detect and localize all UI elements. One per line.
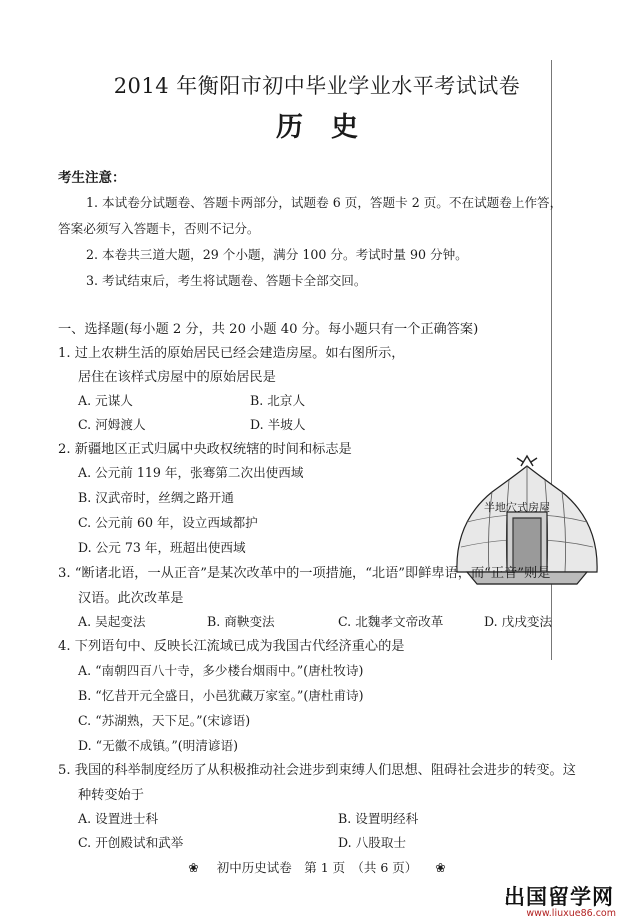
question-4-option-c: C. “苏湖熟，天下足。”(宋谚语) <box>78 713 251 728</box>
note-line-1: 1. 本试卷分试题卷、答题卡两部分，试题卷 6 页，答题卡 2 页。不在试题卷上作答， <box>86 195 563 210</box>
footer-page-label: 初中历史试卷 第 1 页 （共 6 页） <box>216 860 418 875</box>
question-5-stem-cont: 种转变始于 <box>78 788 144 803</box>
question-3-option-c: C. 北魏孝文帝改革 <box>338 614 444 629</box>
question-4-option-d: D. “无徽不成镇。”(明清谚语) <box>78 738 238 753</box>
question-5-option-c: C. 开创殿试和武举 <box>78 835 184 850</box>
question-1-option-a: A. 元谋人 <box>78 393 133 408</box>
question-4-option-a: A. “南朝四百八十寺，多少楼台烟雨中。”(唐杜牧诗) <box>78 663 364 678</box>
question-3-stem: 3. “断诸北语，一从正音”是某次改革中的一项措施，“北语”即鲜卑语，而“正音”则是 <box>58 566 551 581</box>
note-line-3: 2. 本卷共三道大题，29 个小题，满分 100 分。考试时量 90 分钟。 <box>86 247 468 262</box>
watermark-url: www.liuxue86.com <box>526 908 616 919</box>
notes-heading: 考生注意： <box>58 170 126 186</box>
question-5-stem: 5. 我国的科举制度经历了从积极推动社会进步到束缚人们思想、阻碍社会进步的转变。这 <box>58 763 576 778</box>
question-3-option-b: B. 商鞅变法 <box>207 614 275 629</box>
question-5-option-b: B. 设置明经科 <box>338 811 419 826</box>
question-5-option-a: A. 设置进士科 <box>78 811 159 826</box>
question-1-option-d: D. 半坡人 <box>250 417 306 432</box>
section-heading: 一、选择题(每小题 2 分，共 20 小题 40 分。每小题只有一个正确答案) <box>58 322 479 337</box>
note-line-2: 答案必须写入答题卡，否则不记分。 <box>58 221 260 236</box>
question-2-option-b: B. 汉武帝时，丝绸之路开通 <box>78 490 234 505</box>
footer-ornament-left: ❀ <box>188 860 199 875</box>
question-2-option-a: A. 公元前 119 年，张骞第二次出使西域 <box>78 465 304 480</box>
question-1-option-b: B. 北京人 <box>250 393 306 408</box>
question-2-option-d: D. 公元 73 年，班超出使西域 <box>78 540 246 555</box>
question-3-stem-cont: 汉语。此次改革是 <box>78 591 184 606</box>
question-1-stem: 1. 过上农耕生活的原始居民已经会建造房屋。如右图所示， <box>58 346 405 361</box>
question-4-stem: 4. 下列语句中、反映长江流域已成为我国古代经济重心的是 <box>58 639 405 654</box>
question-4-option-b: B. “忆昔开元全盛日，小邑犹藏万家室。”(唐杜甫诗) <box>78 688 364 703</box>
footer-ornament-right: ❀ <box>435 860 446 875</box>
exam-title: 2014 年衡阳市初中毕业学业水平考试试卷 <box>113 74 521 98</box>
note-line-4: 3. 考试结束后，考生将试题卷、答题卡全部交回。 <box>86 273 367 288</box>
watermark-site-name: 出国留学网 <box>504 885 614 909</box>
subject-title: 历史 <box>276 112 386 143</box>
site-watermark <box>504 881 622 919</box>
page-footer <box>0 858 634 876</box>
question-1-stem-cont: 居住在该样式房屋中的原始居民是 <box>78 370 276 385</box>
question-3-option-a: A. 吴起变法 <box>78 614 146 629</box>
question-1-option-c: C. 河姆渡人 <box>78 417 146 432</box>
question-2-option-c: C. 公元前 60 年，设立西域都护 <box>78 515 258 530</box>
question-5-option-d: D. 八股取士 <box>338 835 407 850</box>
question-3-option-d: D. 戊戌变法 <box>484 614 553 629</box>
question-2-stem: 2. 新疆地区正式归属中央政权统辖的时间和标志是 <box>58 442 352 457</box>
figure-caption: 半地穴式房屋 <box>484 501 550 514</box>
